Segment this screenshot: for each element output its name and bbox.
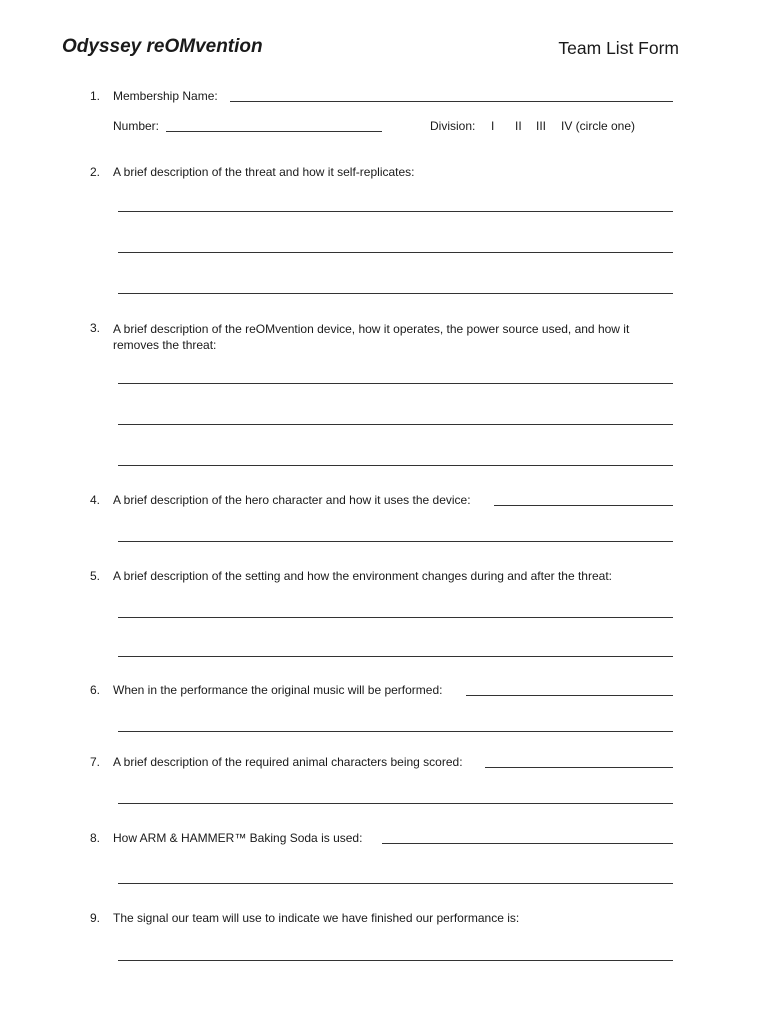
item-number: 7. <box>89 755 100 769</box>
music-answer-inline[interactable] <box>466 695 673 696</box>
animal-answer-inline[interactable] <box>485 767 673 768</box>
item-number: 8. <box>89 831 100 845</box>
baking-soda-label: How ARM & HAMMER™ Baking Soda is used: <box>113 831 363 845</box>
device-answer-line[interactable] <box>118 383 673 384</box>
form-name: Team List Form <box>558 38 679 58</box>
device-answer-line[interactable] <box>118 424 673 425</box>
setting-answer-line[interactable] <box>118 656 673 657</box>
animal-answer-line[interactable] <box>118 803 673 804</box>
threat-answer-line[interactable] <box>118 252 673 253</box>
music-answer-line[interactable] <box>118 731 673 732</box>
animal-description-label: A brief description of the required animal characters being scored: <box>113 755 463 769</box>
membership-name-label: Membership Name: <box>113 89 218 103</box>
device-answer-line[interactable] <box>118 465 673 466</box>
finish-signal-answer-line[interactable] <box>118 960 673 961</box>
number-field[interactable] <box>166 131 382 132</box>
item-number: 3. <box>89 321 100 335</box>
division-option-iii[interactable]: III <box>536 119 547 133</box>
item-number: 9. <box>89 911 100 925</box>
device-description-label: A brief description of the reOMvention device, how it operates, the power source used, and how it removes the threat: <box>113 322 630 352</box>
item-number: 2. <box>89 165 100 179</box>
hero-description-label: A brief description of the hero character and how it uses the device: <box>113 493 471 507</box>
threat-description-label: A brief description of the threat and how it self-replicates: <box>113 165 415 179</box>
item-number: 4. <box>89 493 100 507</box>
division-option-ii[interactable]: II <box>515 119 522 133</box>
number-label: Number: <box>113 119 160 133</box>
item-number: 1. <box>89 89 100 103</box>
threat-answer-line[interactable] <box>118 211 673 212</box>
baking-soda-answer-line[interactable] <box>118 883 673 884</box>
form-title: Odyssey reOMvention <box>62 36 263 57</box>
hero-answer-line[interactable] <box>118 541 673 542</box>
finish-signal-label: The signal our team will use to indicate we have finished our performance is: <box>113 911 520 925</box>
division-option-iv[interactable]: IV (circle one) <box>561 119 636 133</box>
item-number: 5. <box>89 569 100 583</box>
setting-description-label: A brief description of the setting and how the environment changes during and after the threat: <box>113 569 612 583</box>
membership-name-field[interactable] <box>230 101 673 102</box>
item-number: 6. <box>89 683 100 697</box>
threat-answer-line[interactable] <box>118 293 673 294</box>
division-label: Division: <box>430 119 476 133</box>
division-option-i[interactable]: I <box>491 119 495 133</box>
baking-soda-answer-inline[interactable] <box>382 843 673 844</box>
hero-answer-inline[interactable] <box>494 505 673 506</box>
setting-answer-line[interactable] <box>118 617 673 618</box>
music-description-label: When in the performance the original music will be performed: <box>113 683 443 697</box>
